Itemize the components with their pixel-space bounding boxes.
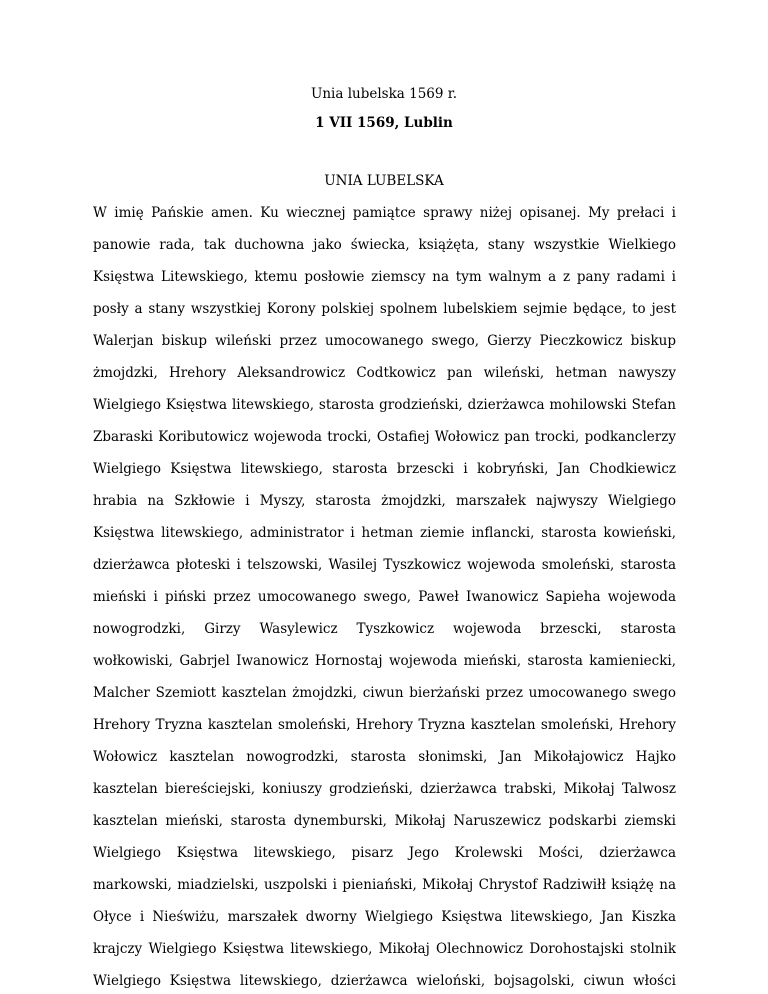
body-line: Wołowicz kasztelan nowogrodzki, starosta słonimski, Jan Mikołajowicz Hajko <box>93 749 676 765</box>
body-line: kasztelan mieński, starosta dynemburski, Mikołaj Naruszewicz podskarbi ziemski <box>93 813 676 829</box>
body-line: markowski, miadzielski, uszpolski i pieniański, Mikołaj Chrystof Radziwiłł książę na <box>93 877 676 893</box>
body-line: krajczy Wielgiego Księstwa litewskiego, Mikołaj Olechnowicz Dorohostajski stolnik <box>93 941 676 957</box>
body-line: wołkowiski, Gabrjel Iwanowicz Hornostaj wojewoda mieński, starosta kamieniecki, <box>93 653 676 669</box>
body-line: kasztelan biereściejski, koniuszy grodzieński, dzierżawca trabski, Mikołaj Talwosz <box>93 781 676 797</box>
body-line: W imię Pańskie amen. Ku wiecznej pamiątce sprawy niżej opisanej. My prełaci i <box>93 205 676 221</box>
body-line: Wielgiego Księstwa litewskiego, starosta brzescki i kobryński, Jan Chodkiewicz <box>93 461 676 477</box>
body-line: żmojdzki, Hrehory Aleksandrowicz Codtkowicz pan wileński, hetman nawyszy <box>93 365 676 381</box>
body-line: posły a stany wszystkiej Korony polskiej spolnem lubelskiem sejmie będące, to jest <box>93 301 676 317</box>
body-line: Walerjan biskup wileński przez umocowanego swego, Gierzy Pieczkowicz biskup <box>93 333 676 349</box>
body-line: Księstwa Litewskiego, ktemu posłowie ziemscy na tym walnym a z pany radami i <box>93 269 676 285</box>
body-line: Wielgiego Księstwa litewskiego, starosta grodzieński, dzierżawca mohilowski Stefan <box>93 397 676 413</box>
body-line: Ołyce i Nieświżu, marszałek dworny Wielgiego Księstwa litewskiego, Jan Kiszka <box>93 909 676 925</box>
section-title: UNIA LUBELSKA <box>324 173 444 189</box>
body-line: dzierżawca płoteski i telszowski, Wasilej Tyszkowicz wojewoda smoleński, starosta <box>93 557 676 573</box>
body-line: Zbaraski Koributowicz wojewoda trocki, Ostafiej Wołowicz pan trocki, podkanclerzy <box>93 429 676 445</box>
body-line: Hrehory Tryzna kasztelan smoleński, Hrehory Tryzna kasztelan smoleński, Hrehory <box>93 717 676 733</box>
body-line: Wielgiego Księstwa litewskiego, dzierżawca wieloński, bojsagolski, ciwun włości <box>93 973 676 989</box>
body-line: Malcher Szemiott kasztelan żmojdzki, ciwun bierżański przez umocowanego swego <box>93 685 676 701</box>
body-line: Księstwa litewskiego, administrator i hetman ziemie inflancki, starosta kowieński, <box>93 525 676 541</box>
body-line: Wielgiego Księstwa litewskiego, pisarz Jego Krolewski Mości, dzierżawca <box>93 845 676 861</box>
body-line: mieński i piński przez umocowanego swego, Paweł Iwanowicz Sapieha wojewoda <box>93 589 676 605</box>
body-line: nowogrodzki, Girzy Wasylewicz Tyszkowicz wojewoda brzescki, starosta <box>93 621 676 637</box>
body-line: panowie rada, tak duchowna jako świecka, książęta, stany wszystkie Wielkiego <box>93 237 676 253</box>
document-title: Unia lubelska 1569 r. <box>310 86 458 102</box>
body-line: hrabia na Szkłowie i Myszy, starosta żmojdzki, marszałek najwyszy Wielgiego <box>93 493 676 509</box>
document-date-place: 1 VII 1569, Lublin <box>315 115 453 131</box>
